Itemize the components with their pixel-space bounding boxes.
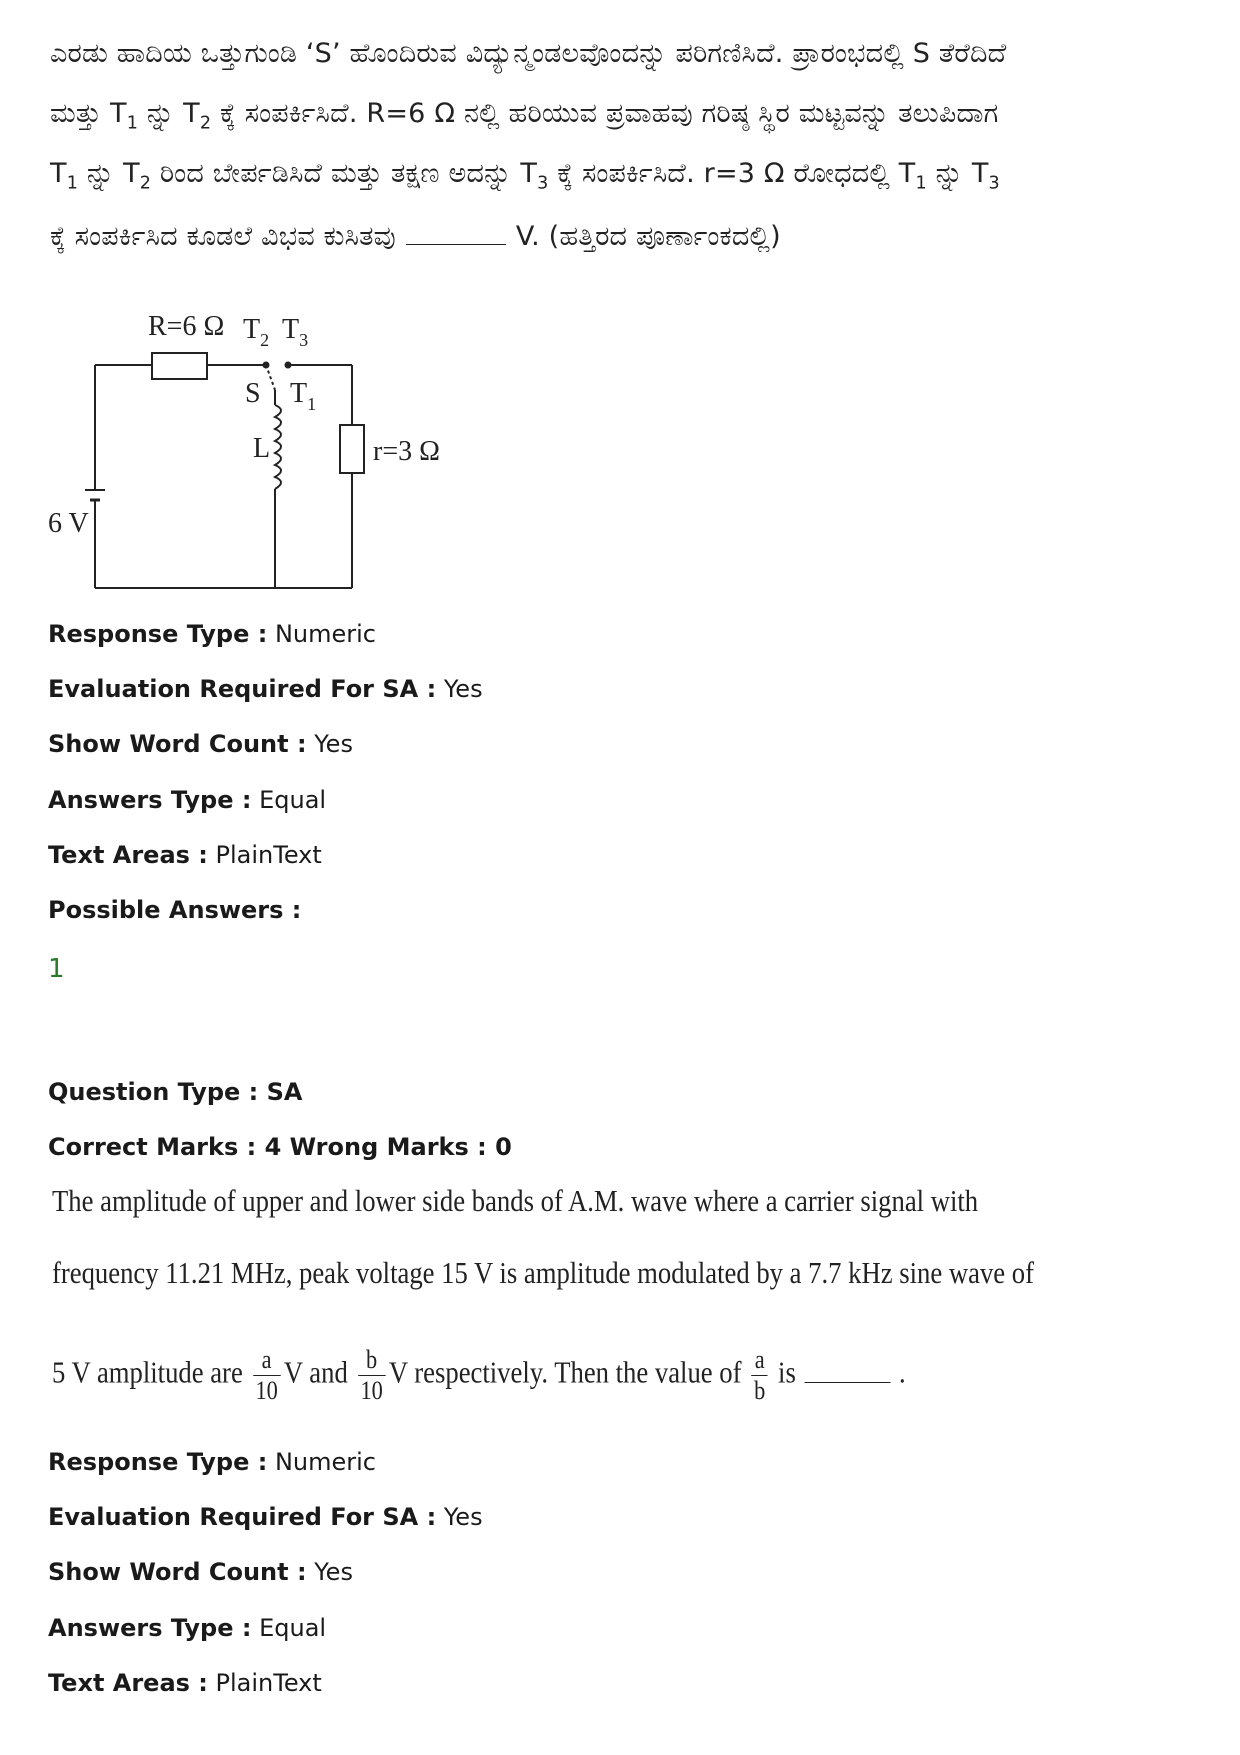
resistor-R: [152, 353, 207, 379]
q1-l2-c: ಕ್ಕೆ ಸಂಪರ್ಕಿಸಿದೆ. R=6 Ω ನಲ್ಲಿ ಹರಿಯುವ ಪ್ರವಾಹವು ಗರಿಷ್ಠ ಸ್ಥಿರ ಮಟ್ಟವನ್ನು ತಲುಪಿದಾಗ: [211, 98, 999, 129]
q1-l3-c: ರಿಂದ ಬೇರ್ಪಡಿಸಿದೆ ಮತ್ತು ತಕ್ಷಣ ಅದನ್ನು T: [151, 158, 538, 189]
q1-l2-sub2: 2: [199, 113, 212, 134]
q1-l3-sub2: 2: [139, 173, 152, 194]
q2-l3-b: V and: [283, 1354, 348, 1390]
terminal-t3: [286, 363, 291, 368]
q1-possible-answers-label: Possible Answers :: [48, 896, 302, 924]
label-t2: $T_2$: [243, 314, 270, 350]
q1-l4-b: V. (ಹತ್ತಿರದ ಪೂರ್ಣಾಂಕದಲ್ಲಿ): [515, 221, 781, 252]
q1-text-line-4: [50, 220, 781, 253]
q2-show-word-count: Show Word Count : Yes: [48, 1558, 353, 1586]
q1-text-line-1: ಎರಡು ಹಾದಿಯ ಒತ್ತುಗುಂಡಿ ‘S’ ಹೊಂದಿರುವ ವಿದ್ಯುನ್ಮಂಡಲವೊಂದನ್ನು ಪರಿಗಣಿಸಿದೆ. ಪ್ರಾರಂಭದಲ್ಲಿ S ತೆರೆದಿದೆ: [50, 38, 1007, 69]
q2-text-areas: Text Areas : PlainText: [48, 1669, 322, 1697]
q1-l3-d: ಕ್ಕೆ ಸಂಪರ್ಕಿಸಿದೆ. r=3 Ω ರೋಧದಲ್ಲಿ T: [548, 158, 916, 189]
q1-response-type: Response Type : Numeric: [48, 620, 376, 648]
q2-l3-d: is: [778, 1354, 796, 1390]
label-t3: $T_3$: [282, 314, 309, 350]
q2-l3-a: 5 V amplitude are: [52, 1354, 243, 1390]
label-R: R=6 Ω: [148, 311, 225, 342]
q1-answer-value: 1: [48, 954, 65, 984]
q2-evaluation-required: Evaluation Required For SA : Yes: [48, 1503, 483, 1531]
q2-marks: Correct Marks : 4 Wrong Marks : 0: [48, 1133, 512, 1161]
circuit-diagram: [40, 300, 460, 600]
q1-l3-sub3: 3: [537, 173, 549, 194]
q2-l3-c: V respectively. Then the value of: [388, 1354, 742, 1390]
q1-answers-type: Answers Type : Equal: [48, 786, 327, 814]
label-t1: $T_1$: [290, 378, 317, 414]
q2-text-line-3: [52, 1345, 906, 1406]
label-L: L: [253, 433, 271, 464]
q1-show-word-count: Show Word Count : Yes: [48, 730, 353, 758]
q1-l3-sub5: 3: [988, 173, 1000, 194]
label-6v: 6 V: [48, 508, 89, 539]
q1-evaluation-required: Evaluation Required For SA : Yes: [48, 675, 483, 703]
resistor-r: [340, 425, 364, 473]
q2-answer-blank: [804, 1358, 890, 1383]
q2-text-line-1: The amplitude of upper and lower side bands of A.M. wave where a carrier signal with: [52, 1183, 979, 1218]
answer-blank: [406, 220, 506, 245]
q1-l3-sub1: 1: [66, 173, 79, 194]
switch-blade: [266, 365, 275, 390]
q1-text-line-3: [50, 158, 1000, 193]
q2-answers-type: Answers Type : Equal: [48, 1614, 327, 1642]
q2-response-type: Response Type : Numeric: [48, 1448, 376, 1476]
q1-l2-b: ನ್ನು T: [138, 98, 200, 129]
q1-l3-sub4: 1: [915, 173, 927, 194]
q1-l2-sub1: 1: [126, 113, 139, 134]
q2-l3-e: .: [899, 1354, 906, 1390]
fraction-b-over-10: $\frac{b}{10}$: [358, 1345, 386, 1406]
q1-l4-a: ಕ್ಕೆ ಸಂಪರ್ಕಿಸಿದ ಕೂಡಲೆ ವಿಭವ ಕುಸಿತವು: [50, 221, 396, 252]
fraction-a-over-b: $\frac{a}{b}$: [752, 1345, 768, 1406]
fraction-a-over-10: $\frac{a}{10}$: [253, 1345, 281, 1406]
label-r: r=3 Ω: [373, 436, 440, 467]
q1-l3-b: ನ್ನು T: [78, 158, 140, 189]
q1-l3-e: ನ್ನು T: [926, 158, 989, 189]
q1-l3-a: T: [50, 158, 67, 189]
q1-text-line-2: [50, 98, 998, 133]
q2-text-line-2: frequency 11.21 MHz, peak voltage 15 V is amplitude modulated by a 7.7 kHz sine wave of: [52, 1255, 1034, 1290]
label-s: S: [245, 378, 261, 409]
q1-text-areas: Text Areas : PlainText: [48, 841, 322, 869]
q2-question-type: Question Type : SA: [48, 1078, 303, 1106]
q1-l2-a: ಮತ್ತು T: [50, 98, 127, 129]
inductor-L: [275, 405, 281, 489]
